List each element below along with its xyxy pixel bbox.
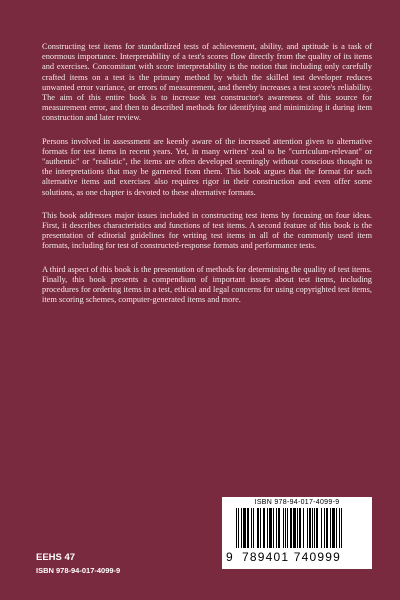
blurb-paragraph-3: This book addresses major issues included in constructing test items by focusing on four ideas. First, it describes characteristics and functions of test items. A second feature of this book is the presentation of editorial guidelines for writing test items in all of the commonly used item formats, including for test of constructed-response formats and performance tests. [42, 210, 372, 251]
barcode-lead-digit: 9 [226, 550, 233, 564]
barcode-bar [285, 508, 286, 548]
barcode-bar [269, 508, 272, 548]
barcode-bar [251, 508, 252, 548]
barcode [222, 497, 372, 569]
barcode-bar [341, 508, 342, 548]
barcode-bar [312, 508, 313, 548]
barcode-bar [267, 508, 268, 548]
barcode-bar [332, 508, 335, 548]
barcode-bar [330, 508, 331, 548]
barcode-bar [236, 508, 237, 548]
barcode-bar [241, 508, 242, 548]
barcode-bar [293, 508, 296, 548]
barcode-bar [326, 508, 328, 548]
barcode-bar [276, 508, 277, 548]
barcode-bars [236, 508, 360, 552]
barcode-bar [238, 508, 239, 548]
barcode-bar [316, 508, 318, 548]
barcode-bar [290, 508, 292, 548]
barcode-bar [314, 508, 315, 548]
barcode-bar [287, 508, 288, 548]
barcode-bar [307, 508, 308, 548]
series-label: EEHS 47 [36, 552, 76, 563]
barcode-bar [321, 508, 322, 548]
barcode-bar [247, 508, 249, 548]
blurb-paragraph-1: Constructing test items for standardized tests of achievement, ability, and aptitude is a task of enormous importance. Interpretability of a test's scores flow directly from the quality of its items and exercises. Concomitant with score interpretability is the notion that including only carefully crafted items on a test is the primary method by which the skilled test developer reduces unwanted error variance, or errors of measurement, and thereby increases a test score's reliability. The aim of this entire book is to increase test constructor's awareness of this source for measurement error, and then to described methods for identifying and minimizing it during item construction and later review. [42, 42, 372, 123]
barcode-bar [336, 508, 337, 548]
barcode-bar [260, 508, 261, 548]
barcode-bar [278, 508, 280, 548]
barcode-bar [253, 508, 254, 548]
barcode-bar [309, 508, 311, 548]
barcode-bar [339, 508, 340, 548]
barcode-bar [324, 508, 325, 548]
barcode-bar [273, 508, 274, 548]
barcode-bar [283, 508, 284, 548]
barcode-digits: 789401 740999 [242, 550, 342, 564]
barcode-bar [299, 508, 301, 548]
barcode-bar [303, 508, 304, 548]
barcode-bar [243, 508, 246, 548]
back-cover-blurb [42, 42, 372, 318]
blurb-paragraph-2: Persons involved in assessment are keenly aware of the increased attention given to alternative formats for test items in recent years. Yet, in many writers' zeal to be "curriculum-relevant" or "authentic" or "realistic", the items are often developed seemingly without conscious thought to the interpretations that may be garnered from them. This book argues that the format for such alternative items and exercises also requires rigor in their construction and even offer some solutions, as one chapter is devoted to these alternative formats. [42, 136, 372, 197]
barcode-bar [297, 508, 298, 548]
barcode-bar [257, 508, 259, 548]
blurb-paragraph-4: A third aspect of this book is the presentation of methods for determining the quality of test items. Finally, this book presents a compendium of important issues about test items, including procedures for ordering items in a test, ethical and legal concerns for using copyrighted test items, item scoring schemes, computer-generated items and more. [42, 264, 372, 305]
barcode-bar [263, 508, 265, 548]
barcode-isbn-label: ISBN 978-94-017-4099-9 [254, 499, 340, 506]
isbn-text: ISBN 978-94-017-4099-9 [36, 566, 121, 575]
